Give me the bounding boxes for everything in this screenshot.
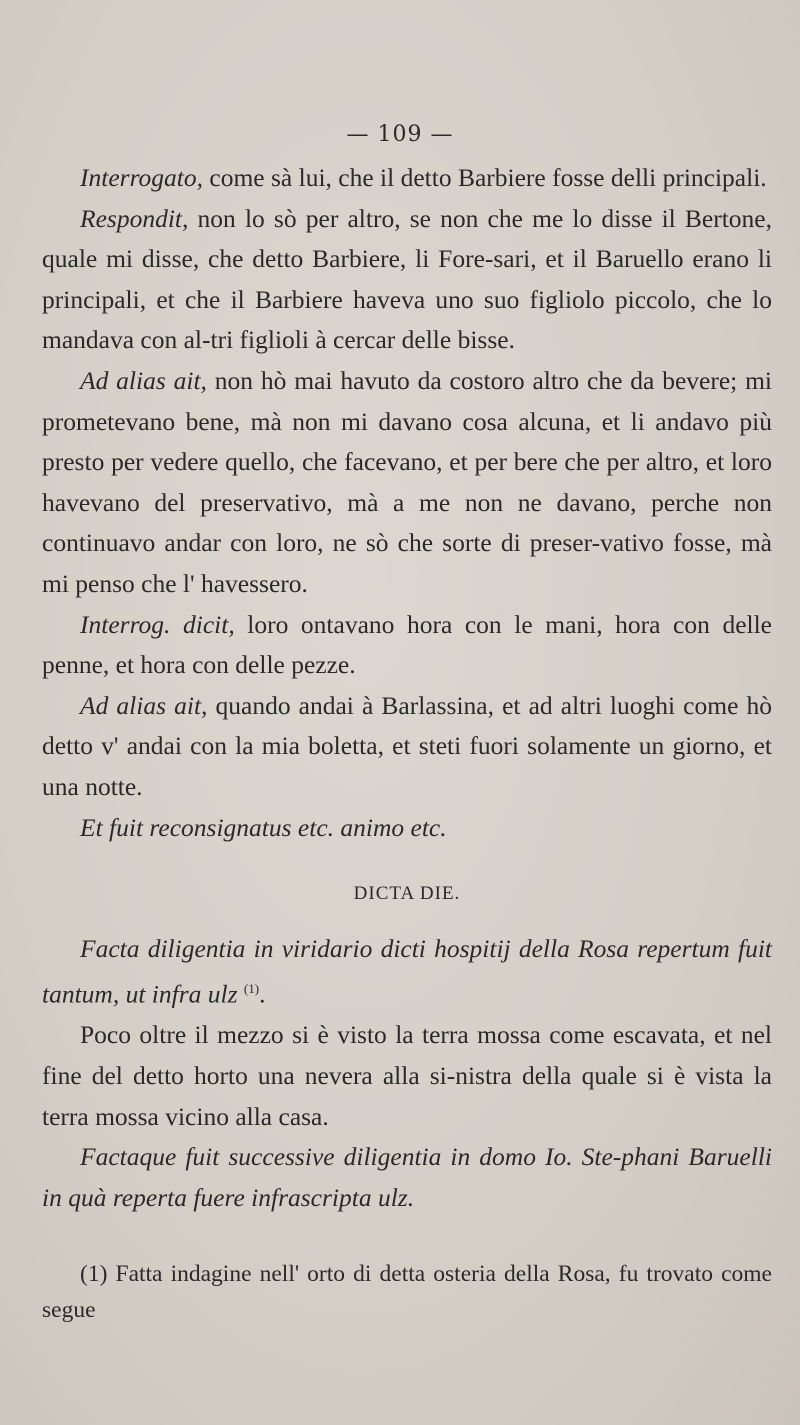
paragraph bbox=[42, 686, 772, 808]
paragraph-body: quando andai à Barlassina, et ad altri luoghi come hò detto v' andai con la mia boletta, et steti fuori solamente un giorno, et una notte. bbox=[42, 690, 772, 801]
paragraph-lead: Ad alias ait, bbox=[80, 365, 207, 395]
paragraph-body: come sà lui, che il detto Barbiere fosse delli principali. bbox=[203, 163, 767, 192]
paragraph bbox=[42, 199, 772, 361]
latin-text: Facta diligentia in viridario dicti hospitij della Rosa repertum fuit tantum, ut infra ulz bbox=[42, 933, 772, 1009]
paragraph bbox=[42, 605, 772, 686]
paragraph bbox=[42, 361, 772, 605]
closing-line: Et fuit reconsignatus etc. animo etc. bbox=[80, 812, 447, 842]
footnote-ref: (1) bbox=[243, 981, 260, 997]
section-heading: DICTA DIE. bbox=[353, 883, 461, 905]
paragraph-lead: Ad alias ait, bbox=[80, 690, 208, 720]
page-number: — 109 — bbox=[346, 122, 454, 147]
latin-paragraph-2: Factaque fuit successive diligentia in domo Io. Ste-phani Baruelli in quà reperta fuere infrascripta ulz. bbox=[42, 1142, 772, 1212]
paragraph-body: non hò mai havuto da costoro altro che da bevere; mi prometevano bene, mà non mi davano cosa alcuna, et li andavo più presto per vedere quello, che facevano, et per bere che per altro, et loro havevano del preservativo, mà a me non ne davano, perche non continuavo andar con loro, ne sò che sorte di preser-vativo fosse, mà mi penso che l' havessero. bbox=[42, 365, 772, 598]
paragraph bbox=[42, 158, 772, 199]
paragraph-lead: Interrog. dicit, bbox=[80, 609, 235, 639]
paragraph-lead: Interrogato, bbox=[80, 163, 204, 192]
paragraph-lead: Respondit, bbox=[80, 203, 189, 233]
paragraph-body: non lo sò per altro, se non che me lo disse il Bertone, quale mi disse, che detto Barbiere, li Fore-sari, et il Baruello erano li principali, et che il Barbiere haveva uno suo figliolo piccolo, che lo mandava con al-tri figlioli à cercar delle bisse. bbox=[42, 203, 772, 355]
italian-paragraph: Poco oltre il mezzo si è visto la terra mossa come escavata, et nel fine del detto horto una nevera alla si-nistra della quale si è vista la terra mossa vicino alla casa. bbox=[42, 1020, 772, 1131]
footnote: (1) Fatta indagine nell' orto di detta osteria della Rosa, fu trovato come segue bbox=[42, 1261, 772, 1324]
paragraph-body: loro ontavano hora con le mani, hora con delle penne, et hora con delle pezze. bbox=[42, 609, 773, 680]
latin-paragraph: Facta diligentia in viridario dicti hospitij della Rosa repertum fuit tantum, ut infra ulz $^{(1)}$. bbox=[42, 933, 772, 1009]
page-text bbox=[42, 158, 772, 1328]
